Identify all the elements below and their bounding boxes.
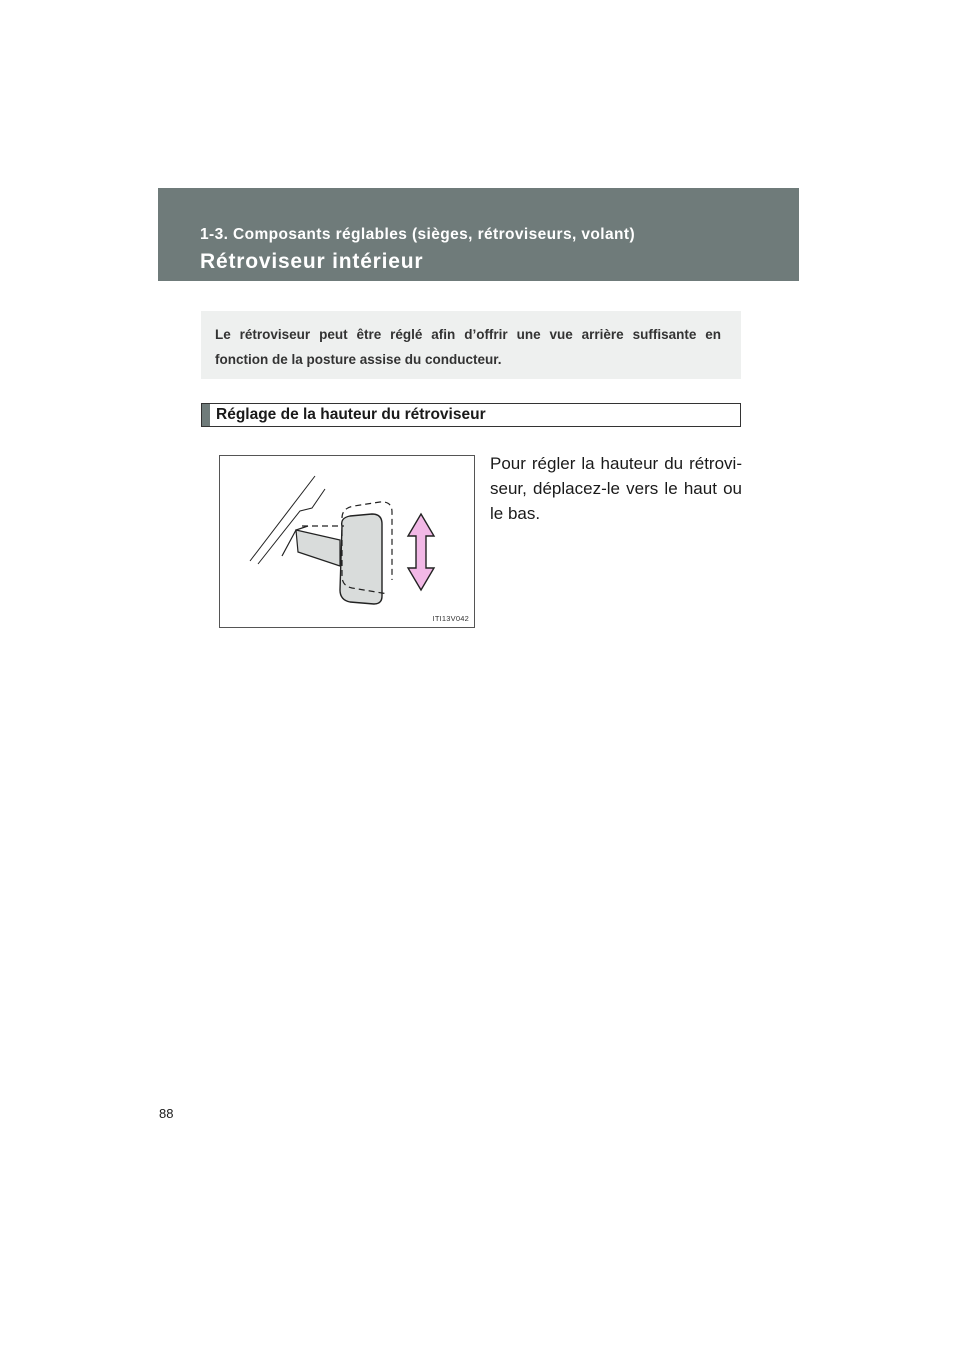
mirror-diagram [220,456,476,629]
mirror-stem [296,530,340,566]
up-down-arrow [408,514,434,590]
section-label: 1-3. Composants réglables (sièges, rétroviseurs, volant) [200,226,636,243]
figure-code: ITI13V042 [432,614,469,623]
instruction-text: Pour régler la hauteur du rétrovi-seur, déplacez-le vers le haut ou le bas. [490,454,742,523]
page-title: Rétroviseur intérieur [200,250,424,273]
subsection-heading-label: Réglage de la hauteur du rétroviseur [216,406,486,423]
intro-box [201,311,741,379]
header-band [158,188,799,281]
intro-text: Le rétroviseur peut être réglé afin d’offrir une vue arrière suffisante en fonction de la posture assise du conducteur. [215,327,721,367]
heading-marker [202,404,210,426]
mirror-illustration [219,455,475,628]
subsection-heading [201,403,741,427]
page-number: 88 [159,1106,174,1121]
mirror-body [340,514,382,604]
